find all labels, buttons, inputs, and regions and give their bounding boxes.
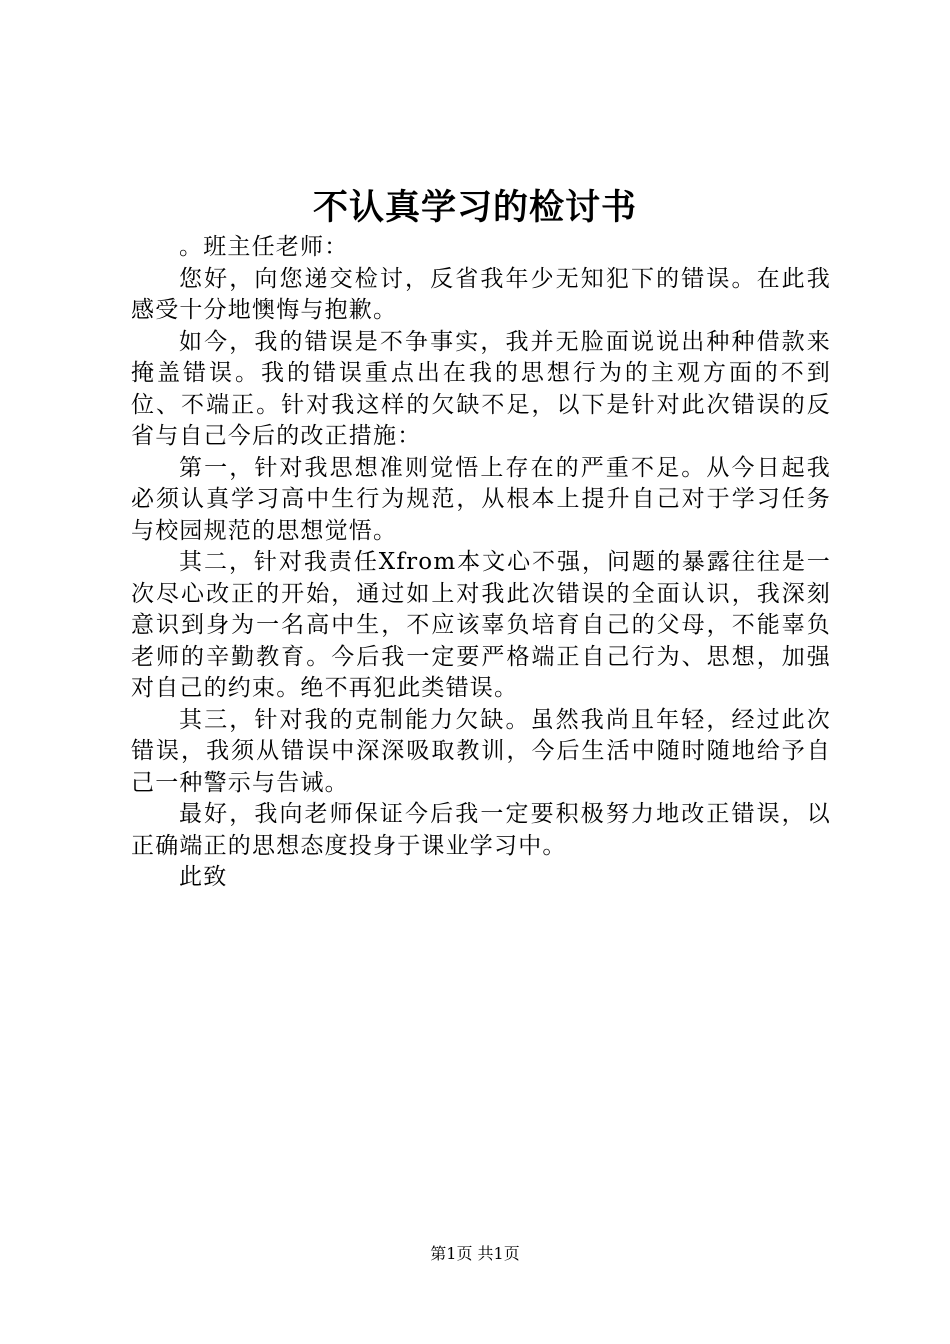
paragraph-promise: 最好，我向老师保证今后我一定要积极努力地改正错误，以正确端正的思想态度投身于课业学习中。 — [131, 801, 831, 859]
page-footer: 第1页 共1页 — [430, 1244, 520, 1263]
salutation: 。班主任老师： — [179, 234, 349, 260]
closing-salutation: 此致 — [179, 864, 228, 890]
document-body — [131, 232, 831, 894]
paragraph-admission: 如今，我的错误是不争事实，我并无脸面说说出种种借款来掩盖错误。我的错误重点出在我的思想行为的主观方面的不到位、不端正。针对我这样的欠缺不足，以下是针对此次错误的反省与自己今后的改正措施： — [131, 328, 831, 449]
paragraph-greeting: 您好，向您递交检讨，反省我年少无知犯下的错误。在此我感受十分地懊悔与抱歉。 — [131, 265, 831, 323]
paragraph-third-point: 其三，针对我的克制能力欠缺。虽然我尚且年轻，经过此次错误，我须从错误中深深吸取教训，今后生活中随时随地给予自己一种警示与告诫。 — [131, 706, 831, 796]
document-title: 不认真学习的检讨书 — [312, 187, 637, 228]
paragraph-second-point: 其二，针对我责任Xfrom本文心不强，问题的暴露往往是一次尽心改正的开始，通过如上对我此次错误的全面认识，我深刻意识到身为一名高中生，不应该辜负培育自己的父母，不能辜负老师的辛勤教育。今后我一定要严格端正自己行为、思想，加强对自己的约束。绝不再犯此类错误。 — [131, 549, 831, 701]
paragraph-first-point: 第一，针对我思想准则觉悟上存在的严重不足。从今日起我必须认真学习高中生行为规范，从根本上提升自己对于学习任务与校园规范的思想觉悟。 — [131, 454, 831, 544]
